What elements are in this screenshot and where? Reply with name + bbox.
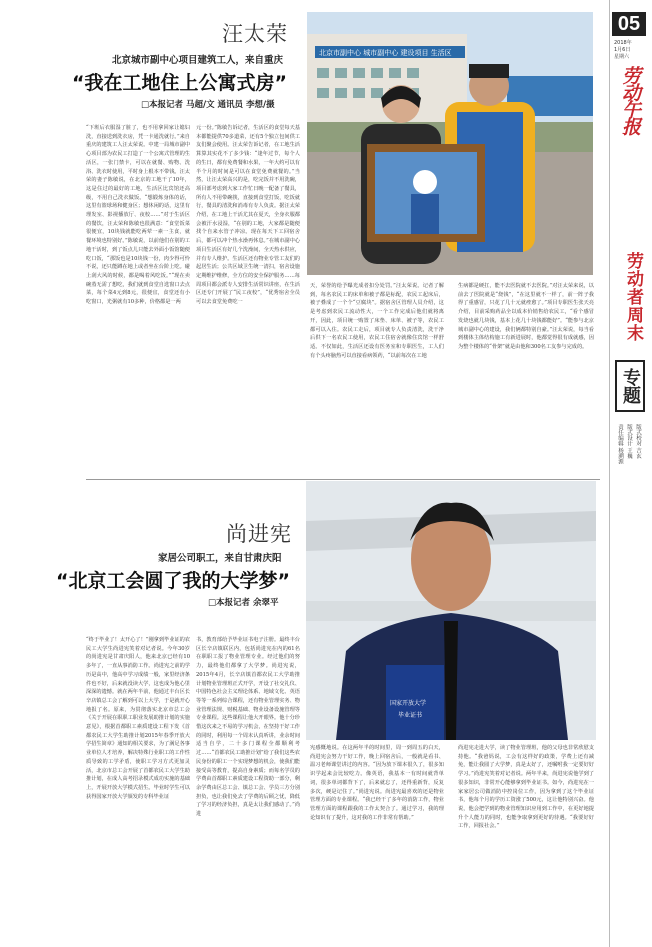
section-title: 劳动者周末 xyxy=(623,252,643,342)
page-sidebar xyxy=(612,0,652,947)
article1-column: “下班后衣服湿了脏了，也不用拿回家让媳妇洗，直接送到洗衣房，凭一卡通洗就行。”来自重庆的建筑工人汪太荣说。中建一局城市副中心项目部为农民工打造了一个公寓式管理的生活区，一张门禁卡，可以在就餐、购物、洗浴、洗衣时使用，平时身上根本不带钱。汪太荣的妻子陈敏说，在北京的工地干了10年，这是住过的最好的工地，生活区比宾馆还高级，不用自己洗衣做饭。“想锻炼身体的话，这里有篮球场和健身区；想休闲的话，这里有理发室、影视播放厅、夜校……”对于生活区的餐饮，汪太荣和陈敏也很满意：“食堂饭菜很便宜，10块钱就能吃两荤一素一主食，就餐环境也特别好。”陈敏说，以前他们在别的工地干活时，到了饭点儿只能去外面小饭馆随便吃口饭，“那饭也是10块钱一份，肉少得可怜不说，还只能蹲在地上或者坐在台阶上吃。碰上刮大风的时候，都是喝着风吃饭。”“现在卖碗蒸无需了想吃，我们就到食堂自选窗口去点菜，每个菜4元到8元，很便宜，食堂还有小吃窗口，光粥就有10多种，价格都是一两 xyxy=(86,125,190,306)
building-sign: 北京市副中心 城市副中心 建设项目 生活区 xyxy=(319,49,452,57)
article1-photo xyxy=(307,12,593,275)
paper-logo: 劳动午报 xyxy=(619,66,641,134)
article2-headline: “北京工会圆了我的大学梦” xyxy=(56,570,290,592)
article1-headline: “我在工地住上公寓式房” xyxy=(72,72,287,94)
editor-credit: 版式校对 吉玄 xyxy=(635,424,641,459)
editor-credit: 责任编辑 杨溯源 xyxy=(617,424,623,465)
sidebar-divider xyxy=(609,0,610,947)
article2-name: 尚进宪 xyxy=(226,522,292,546)
article1-column: 天，荣誉的给予曝光成者扣分处罚。”汪太荣说。记者了解到，每名农民工的床单和被子都是标配，农民工起床后，被子叠成了一个个“豆腐块”。据宿舍区管理人员介绍，这是考虑到农民工流动性大，一个工作完成后他们就将离开，因此，项目统一购置了床垫、床单、被子等，农民工都可以入住。农民工走后，项目就专人负责清洗，洗干净后供下一名农民工使用，农民工住宿舍就像住宾馆一样舒适。不仅如此，生活区还设有医务室和专职医生，工人们有个头疼脑热可以直接看病领药，“以前每次在工地 xyxy=(310,283,444,359)
article2-column: 宪感慨地说。在这两年半的时间里，周一到周五的白天，尚进宪会努力干好工作，晚上回宿舍后，一般就是看书、温习老师课堂讲过的内容。“因为放下课本很久了，很多知识学起来会比较吃力。像英语，我基本一有时间就背单词，很多单词都背下了，后来就忘了，还得重新背，反复多次，硬是记住了。”尚进宪说。尚进宪最喜欢的还是物业管理方面的专业课程。“我已经干了多年的消防工作，物业管理方面的课程跟我的工作太契合了。通过学习，我的理论知识有了提升，这对我的工作非常有帮助。” xyxy=(310,745,444,821)
editor-credit: 版式设计 王巍 xyxy=(626,424,632,459)
article1-subtitle: 北京城市副中心项目建筑工人，来自重庆 xyxy=(112,55,284,66)
weekday: 星期六 xyxy=(614,54,630,60)
article-divider xyxy=(86,479,600,480)
article1-column: 生病都是硬扛，能不去医院就不去医院。”对汪太荣来说，以前去了医院就是“烧钱”，“在这里就不一样了，前一阵子我得了重感冒，只花了几十元就痊愈了。”项目专职医生张天亮介绍，目前采购药品全以成本价销售给农民工，“看个感冒发烧也就几块钱，基本上花几十块钱都能好”。“能参与北京城市副中心的建设，我们俩都特别自豪。”汪太荣说，每当看到楼体主体结构施工有新进展时，他都觉得很有成就感，因为整个楼体的“骨架”就是由他和300名工友参与完成的。 xyxy=(458,283,594,350)
date-line: 2018年 xyxy=(614,40,632,46)
article2-photo xyxy=(306,481,596,740)
article2-column: 尚进宪走进大学，读了物业管理班，他的父母也非常欣慰支持他。“我爸妈说，工会有这样好的政策，学费上还有减免，能让我圆了大学梦，真是太好了，还嘱咐我一定要好好学习。”尚进宪笑着对记者说。两年半来，尚进宪说他学到了很多知识，非常开心能够拿到毕业证书。如今，尚进宪在一家家居公司做消防中控岗位工作，因为拿到了这个毕业证书，他每个月的学历工资涨了500元，这让他特别兴奋。他说，他会把学到的物业管理知识应用到工作中，在更好地提升个人能力的同时，也能争取拿到更好的待遇。“我要好好工作，回报社会。” xyxy=(458,745,594,830)
article2-column: 书，教育部给予毕业证书电子注册。最终丰台区长辛店镇联区内，包括尚进宪在内的61名在职职工报了物业管理专业。经过他们的努力，最终他们都拿了大学梦。尚进宪说，2015年4月，长辛店镇首都农民工大学助推计划物业管理班正式开学，开设了社交礼仪、中国特色社会主义理论体系、地域文化、英语等等一系列综合课程，还有物业管理实务、物业管理法规、财税基础、物业设备设施管理等专业课程。这些课程让他大开眼界。他十分珍惜这次来之不易的学习机会，在坚持干好工作的同时，利用每一个周末认真听讲，业余时间适当自学，二十多门课程全都顺利考过……“首都农民工助推计划”给了我们这些农民身份的职工一个实现梦想的机会，使我们能接受高等教育，提高自身素质；而每名学员的学费由首都职工素质建设工程资助一部分，剩余学费由区总工会、镇总工会、学员三方分别担负，也让我们免去了学费的后顾之忧，降低了学习的经济负担，真是太让我们感动了。”尚进 xyxy=(196,637,300,818)
article1-byline: □本报记者 马超/文 通讯员 李想/摄 xyxy=(141,100,275,110)
page-number: 05 xyxy=(612,12,646,36)
article2-byline: □本报记者 余翠平 xyxy=(208,598,279,608)
certificate-title: 国家开放大学 xyxy=(390,700,427,707)
article2-column: “终于毕业了！太开心了！”刚拿到毕业证的农民工大学生尚进宪笑着对记者说。今年30岁的尚进宪是甘肃庆阳人，他来北京已经有10多年了，一直从事消防工作。尚进宪之前的学历是高中，他高中学习成绩一般，家里经济条件也不好，后来就没读大学，这也成为他心里深深的遗憾。就在两年半前，他通过丰台区长辛店镇总工会了解到可以上大学，于是就开心地报了名。原来，为贯彻落实北京市总工会《关于开展在职职工职业发展助推计划的实施意见》，根据首都职工素质建设工程下发《首都农民工大学生助推计划2015年春季开放大学招生简章》通知的相关要求，为了满足各事业单位人才培养，解决特殊行业职工的工作性质导致的工学矛盾，使职工学习方式更加灵活，北京市总工会开展了首都农民工大学生助推计划，在成人高考招录模式成功实施的基础上，开展开放大学模式招生。毕业时学生可以获得国家开放大学颁发的专科毕业证 xyxy=(86,637,190,800)
article1-column: 元一份。”陈敏告诉记者，生活区的食堂每天基本都能提供70多道菜，还有5个独立包间供工友们聚会使用。汪太荣告诉记者，在工地生活算算其实花不了多少钱：“逢年过节，每个人的生日，都有免费餐和水果，一年大约可以有半个月的时间是可以在食堂免费就餐的。”当然，让汪太荣高兴的是，吃完饭并不用洗碗，项目部考虑到大家工作忙日晚一配备了餐具，所有人不用带碗筷，直接到食堂打饭，吃饭就行，餐具的清洗和消毒有专人负责。据汪太荣介绍，在工地上干活尤其在夏天，全身衣服都会被汗水浸湿，“在别的工地，大家都是随便找个自来水管子冲凉。现在每天下工回宿舍后，都可以冲个热水澡再休息。”在城市副中心项目生活区有好几个洗澡间，全天热水供应，并有专人维护。生活区还有物业专管工友们的起居生活；公共区域卫生统一清扫，宿舍设施定期维护维修，全方位的安全保护服务……每周项目都会派专人安排生活常识讲座，在生活区还专门开展了“民工夜校”，“优秀宿舍全员可以去食堂免费吃一 xyxy=(196,125,300,306)
editor-credits xyxy=(616,424,646,514)
article2-subtitle: 家居公司职工，来自甘肃庆阳 xyxy=(158,553,282,564)
date-line-2: 1月6日 xyxy=(614,47,631,53)
article1-name: 汪太荣 xyxy=(222,22,288,46)
certificate-label: 毕业证书 xyxy=(398,712,423,719)
section-title-box: 专题 xyxy=(615,360,645,412)
